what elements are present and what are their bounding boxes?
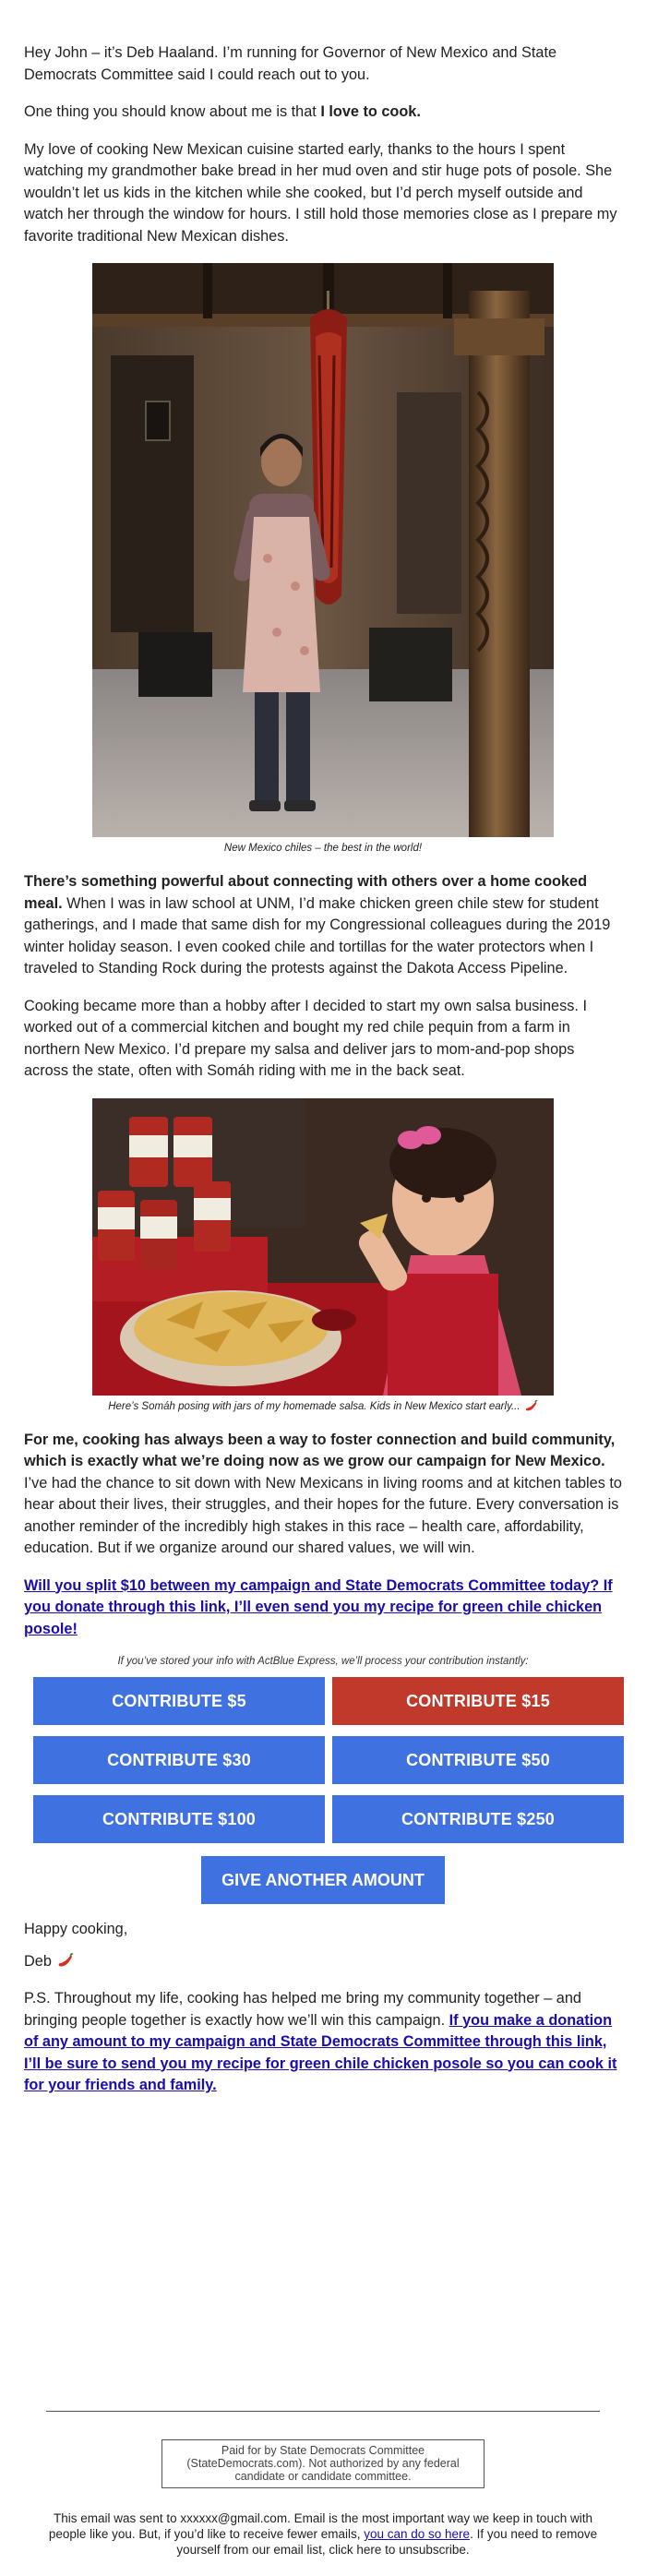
connect-bold: There’s something powerful about connecting with others over a home cooked meal.: [24, 873, 588, 912]
signature: [24, 1951, 622, 1973]
connect-paragraph: [24, 871, 622, 980]
campaign-bold: For me, cooking has always been a way to foster connection and build community, which is exactly what we’re doing now as we grow our campaign for New Mexico.: [24, 1431, 616, 1470]
contribute-5-button[interactable]: CONTRIBUTE $5: [33, 1677, 325, 1725]
childhood-paragraph: My love of cooking New Mexican cuisine started early, thanks to the hours I spent watching my grandmother bake bread in her mud oven and stir huge pots of posole. She wouldn’t let us kids in the kitchen while she cooked, but I’d perch myself outside and watch her through the window for hours. I still hold those memories close as I prepare my favorite traditional New Mexican dishes.: [24, 140, 617, 245]
chile-pepper-icon: [55, 1953, 74, 1970]
greeting-paragraph: Hey John – it’s Deb Haaland. I’m running for Governor of New Mexico and State Democrats Committee said I could reach out to you.: [24, 44, 557, 83]
ps-donate-link[interactable]: If you make a donation of any amount to my campaign and State Democrats Committee through this link, I’ll be sure to send you my recipe for green chile chicken posole so you can cook it for your friends and family.: [24, 2011, 617, 2094]
donate-ask-link[interactable]: Will you split $10 between my campaign and State Democrats Committee today? If you donate through this link, I’ll even send you my recipe for green chile chicken posole!: [24, 1576, 613, 1637]
intro-bold: I love to cook.: [320, 103, 421, 120]
ps-text: P.S. Throughout my life, cooking has helped me bring my community together – and bringing people together is exactly how we’ll win this campaign.: [24, 1990, 581, 2029]
signoff-line: Happy cooking,: [24, 1921, 128, 1938]
footer-pre: This email was sent to: [54, 2511, 181, 2525]
photo-somah-salsa: [92, 1098, 554, 1396]
footer-unsubscribe: [42, 2510, 604, 2558]
paid-for-disclaimer: Paid for by State Democrats Committee (StateDemocrats.com). Not authorized by any federal candidate or candidate committee.: [162, 2439, 484, 2488]
intro-lead: One thing you should know about me is that: [24, 103, 321, 120]
ask-paragraph: [24, 1576, 622, 1641]
signature-name: Deb: [24, 1952, 52, 1970]
footer-divider: [46, 2411, 600, 2412]
contribute-30-button[interactable]: CONTRIBUTE $30: [33, 1736, 325, 1784]
connect-rest: When I was in law school at UNM, I’d make chicken green chile stew for student gatherings, and I made that same dish for my Congressional colleagues during the 2019 winter holiday season. I even cooked chile and tortillas for the water protectors when I traveled to Standing Rock during the protests against the Dakota Access Pipeline.: [24, 894, 611, 976]
campaign-rest: I’ve had the chance to sit down with New Mexicans in living rooms and at kitchen tables to hear about their lives, their struggles, and their hopes for the future. Every conversation is another reminder of the incredibly high stakes in this race – health care, affordability, education. But if we organize around our shared values, we will win.: [24, 1474, 622, 1557]
photo-chiles-block: [24, 263, 622, 855]
ps-paragraph: [24, 1988, 622, 2097]
actblue-note: If you’ve stored your info with ActBlue Express, we’ll process your contribution instantly:: [117, 1656, 529, 1668]
intro-paragraph: [24, 102, 622, 124]
contribute-50-button[interactable]: CONTRIBUTE $50: [332, 1736, 624, 1784]
photo-somah-caption: [24, 1400, 622, 1413]
campaign-paragraph: [24, 1430, 622, 1560]
contribute-100-button[interactable]: CONTRIBUTE $100: [33, 1795, 325, 1843]
contribute-250-button[interactable]: CONTRIBUTE $250: [332, 1795, 624, 1843]
fewer-emails-link[interactable]: you can do so here: [364, 2527, 471, 2541]
footer-email: xxxxxx@gmail.com: [180, 2511, 288, 2525]
footer-mid: . Email is the most important way we keep in touch with people like you. But, if you’d like to receive fewer emails,: [48, 2511, 592, 2541]
give-another-amount-button[interactable]: GIVE ANOTHER AMOUNT: [201, 1856, 445, 1904]
photo-chiles-caption: New Mexico chiles – the best in the world!: [223, 843, 423, 854]
chile-pepper-icon: [523, 1400, 538, 1413]
photo-somah-caption-text: Here’s Somáh posing with jars of my homemade salsa. Kids in New Mexico start early...: [108, 1400, 520, 1412]
photo-somah-block: [24, 1098, 622, 1413]
photo-chile-ristra: [92, 263, 554, 837]
salsa-paragraph: Cooking became more than a hobby after I decided to start my own salsa business. I worked out of a commercial kitchen and bought my red chile pequin from a farm in northern New Mexico. I’d prepare my salsa and deliver jars to mom-and-pop shops across the state, often with Somáh riding with me in the back seat.: [24, 997, 587, 1079]
contribute-15-button[interactable]: CONTRIBUTE $15: [332, 1677, 624, 1725]
contribute-buttons: [33, 1677, 622, 1843]
footer-post: . If you need to remove yourself from our email list, click here to unsubscribe.: [176, 2527, 598, 2557]
